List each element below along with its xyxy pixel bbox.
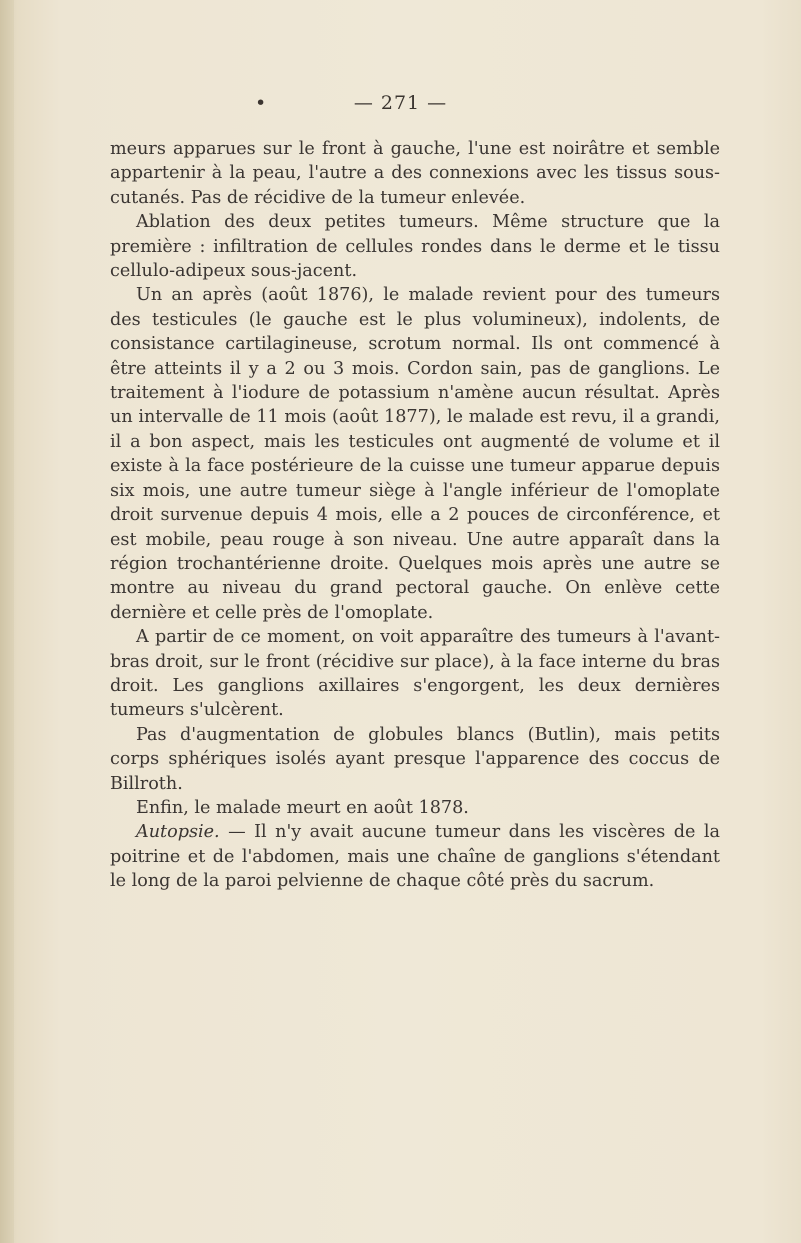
autopsy-text: — Il n'y avait aucune tumeur dans les viscères de la poitrine et de l'abdomen, mais une chaîne de ganglions s'étendant le long de la paroi pelvienne de chaque côté près du sacrum. [110, 822, 720, 892]
paragraph-death: Enfin, le malade meurt en août 1878. [136, 797, 469, 818]
header-dot: • [255, 92, 268, 114]
paragraph-blood: Pas d'augmentation de globules blancs (Butlin), mais petits corps sphériques isolés ayant presque l'apparence des coccus de Billroth. [110, 724, 720, 794]
page-gutter-shadow [0, 0, 14, 1243]
autopsy-heading: Autopsie. [136, 822, 220, 843]
page-number: — 271 — [353, 92, 448, 114]
page-number-header [0, 92, 801, 114]
paragraph-ablation: Ablation des deux petites tumeurs. Même structure que la première : infiltration de cellules rondes dans le derme et le tissu cellulo-adipeux sous-jacent. [110, 212, 720, 282]
paragraph-autopsy [110, 820, 720, 893]
paragraph-history: Un an après (août 1876), le malade revient pour des tumeurs des testicules (le gauche est le plus volumineux), indolents, de consistance cartilagineuse, scrotum normal. Ils ont commencé à être atteints il y a 2 ou 3 mois. Cordon sain, pas de ganglions. Le traitement à l'iodure de potassium n'amène aucun résultat. Après un intervalle de 11 mois (août 1877), le malade est revu, il a grandi, il a bon aspect, mais les testicules ont augmenté de volume et il existe à la face postérieure de la cuisse une tumeur apparue depuis six mois, une autre tumeur siège à l'angle inférieur de l'omoplate droit survenue depuis 4 mois, elle a 2 pouces de circonférence, et est mobile, peau rouge à son niveau. Une autre apparaît dans la région trochantérienne droite. Quelques mois après une autre se montre au niveau du grand pectoral gauche. On enlève cette dernière et celle près de l'omoplate. [110, 285, 720, 623]
paragraph-progression: A partir de ce moment, on voit apparaître des tumeurs à l'avant-bras droit, sur le front (récidive sur place), à la face interne du bras droit. Les ganglions axillaires s'engorgent, les deux dernières tumeurs s'ulcèrent. [110, 627, 720, 721]
paragraph-continuation: meurs apparues sur le front à gauche, l'une est noirâtre et semble appartenir à la peau, l'autre a des connexions avec les tissus sous-cutanés. Pas de récidive de la tumeur enlevée. [110, 139, 720, 208]
body-text [110, 137, 720, 894]
